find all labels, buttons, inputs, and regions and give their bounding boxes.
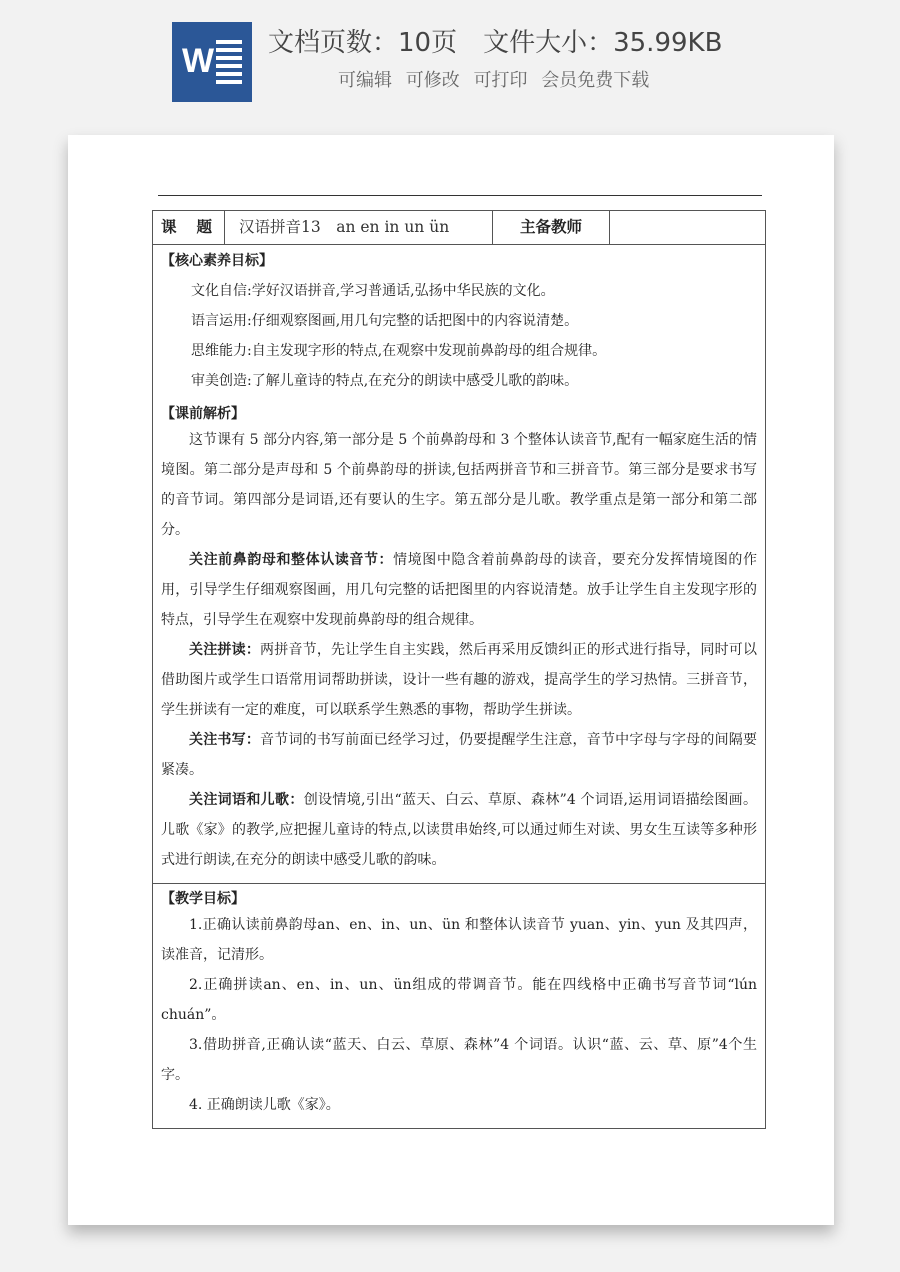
page-count: 文档页数：10页 xyxy=(268,28,458,58)
analysis-title: 【课前解析】 xyxy=(161,406,245,422)
teaching-goal-item: 2.正确拼读an、en、in、un、ün组成的带调音节。能在四线格中正确书写音节词“lún chuán”。 xyxy=(161,977,757,1023)
lesson-plan-table xyxy=(152,210,766,1129)
pre-class-analysis-section xyxy=(153,403,765,884)
feature-modifiable: 可修改 xyxy=(405,70,460,91)
core-goal-item: 语言运用:仔细观察图画,用几句完整的话把图中的内容说清楚。 xyxy=(191,313,579,329)
teaching-goal-item: 1.正确认读前鼻韵母an、en、in、un、ün 和整体认读音节 yuan、yin、yun 及其四声，读准音，记清形。 xyxy=(161,917,757,963)
subject-label: 课 题 xyxy=(153,211,225,244)
core-goals-section xyxy=(153,245,765,403)
core-goals-title: 【核心素养目标】 xyxy=(161,253,273,269)
core-goal-item: 思维能力:自主发现字形的特点,在观察中发现前鼻韵母的组合规律。 xyxy=(191,343,607,359)
document-page xyxy=(68,135,834,1225)
core-goal-item: 审美创造:了解儿童诗的特点,在充分的朗读中感受儿歌的韵味。 xyxy=(191,373,579,389)
subject-row xyxy=(153,211,765,245)
teaching-goal-item: 4. 正确朗读儿歌《家》。 xyxy=(189,1097,340,1113)
feature-printable: 可打印 xyxy=(473,70,528,91)
analysis-point: 关注前鼻韵母和整体认读音节：情境图中隐含着前鼻韵母的读音，要充分发挥情境图的作用，引导学生仔细观察图画，用几句完整的话把图里的内容说清楚。放手让学生自主发现字形的特点，引导学生在观察中发现前鼻韵母的组合规律。 xyxy=(161,552,758,628)
header-banner xyxy=(0,0,900,120)
feature-member-download: 会员免费下载 xyxy=(541,70,650,91)
core-goal-item: 文化自信:学好汉语拼音,学习普通话,弘扬中华民族的文化。 xyxy=(191,283,555,299)
word-doc-icon xyxy=(172,22,252,102)
teacher-value xyxy=(610,211,765,244)
analysis-point: 关注拼读：两拼音节，先让学生自主实践，然后再采用反馈纠正的形式进行指导，同时可以借助图片或学生口语常用词帮助拼读，设计一些有趣的游戏，提高学生的学习热情。三拼音节，学生拼读有一定的难度，可以联系学生熟悉的事物，帮助学生拼读。 xyxy=(161,642,758,718)
file-size: 文件大小：35.99KB xyxy=(483,28,723,58)
feature-editable: 可编辑 xyxy=(338,70,392,91)
header-rule xyxy=(158,195,762,196)
feature-list xyxy=(338,66,649,92)
teaching-goal-item: 3.借助拼音,正确认读“蓝天、白云、草原、森林”4 个词语。认识“蓝、云、草、原”4个生字。 xyxy=(161,1037,757,1083)
word-icon-letter: W xyxy=(182,42,215,80)
analysis-point: 关注词语和儿歌：创设情境,引出“蓝天、白云、草原、森林”4 个词语,运用词语描绘图画。儿歌《家》的教学,应把握儿童诗的特点,以读贯串始终,可以通过师生对读、男女生互读等多种形式进行朗读,在充分的朗读中感受儿歌的韵味。 xyxy=(161,792,757,868)
teacher-label: 主备教师 xyxy=(493,211,610,244)
analysis-intro: 这节课有 5 部分内容,第一部分是 5 个前鼻韵母和 3 个整体认读音节,配有一幅家庭生活的情境图。第二部分是声母和 5 个前鼻韵母的拼读,包括两拼音节和三拼音节。第三部分是要求书写的音节词。第四部分是词语,还有要认的生字。第五部分是儿歌。教学重点是第一部分和第二部分。 xyxy=(161,432,757,538)
analysis-point: 关注书写：音节词的书写前面已经学习过，仍要提醒学生注意，音节中字母与字母的间隔要紧凑。 xyxy=(161,732,758,778)
teaching-goals-section xyxy=(153,884,765,1128)
subject-value: 汉语拼音13 an en in un ün xyxy=(225,211,493,244)
doc-meta xyxy=(268,22,722,59)
teaching-goals-title: 【教学目标】 xyxy=(161,891,245,907)
